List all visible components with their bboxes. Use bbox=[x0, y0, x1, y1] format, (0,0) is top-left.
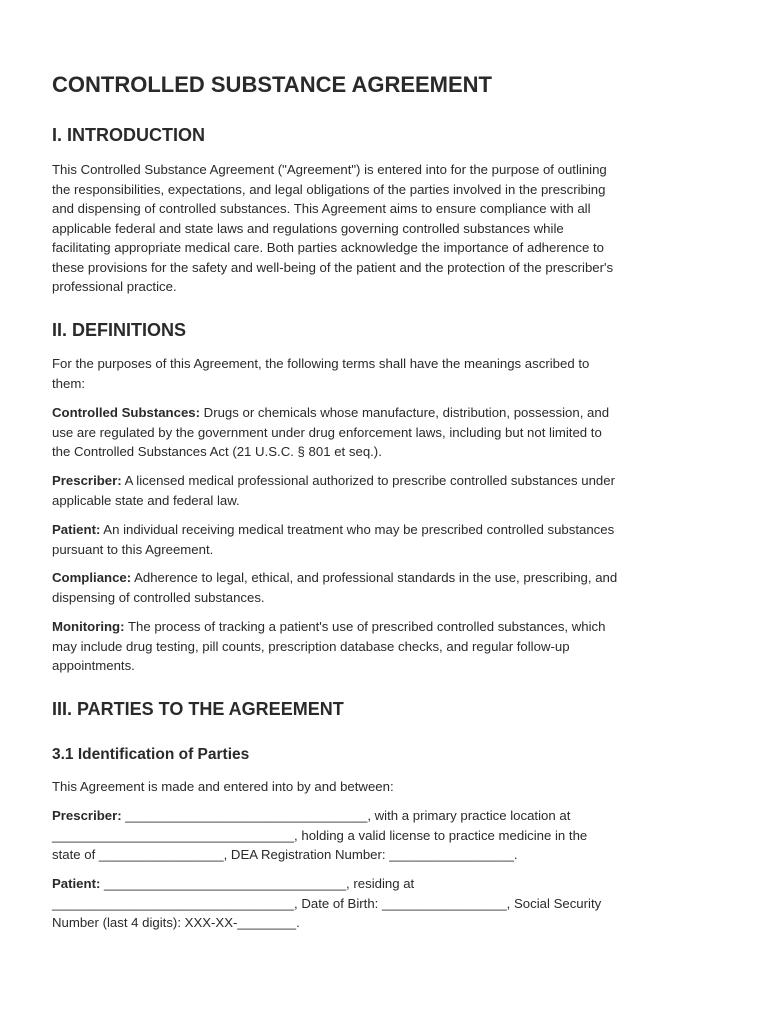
paragraph-line bbox=[52, 568, 722, 588]
definitions-intro-paragraph bbox=[52, 354, 722, 393]
definition-text: The process of tracking a patient's use of prescribed controlled substances, which bbox=[124, 619, 606, 634]
definition-term: Prescriber: bbox=[52, 473, 122, 488]
paragraph-line: _________________________________, holding a valid license to practice medicine in the bbox=[52, 827, 588, 843]
definition-compliance bbox=[52, 568, 722, 607]
paragraph-line: dispensing of controlled substances. bbox=[52, 589, 265, 605]
blank-fill-line: _________________________________, residing at bbox=[100, 876, 415, 891]
paragraph-line bbox=[52, 806, 722, 826]
definition-monitoring bbox=[52, 617, 722, 676]
definition-text: A licensed medical professional authorized to prescribe controlled substances under bbox=[121, 473, 615, 488]
definition-prescriber bbox=[52, 471, 722, 510]
definition-text: Drugs or chemicals whose manufacture, distribution, possession, and bbox=[200, 405, 610, 420]
paragraph-line: This Agreement is made and entered into by and between: bbox=[52, 779, 394, 794]
definition-term: Monitoring: bbox=[52, 619, 125, 634]
party-label: Patient: bbox=[52, 876, 101, 891]
paragraph-line: applicable federal and state laws and regulations governing controlled substances while bbox=[52, 220, 564, 236]
definition-patient bbox=[52, 520, 722, 559]
paragraph-line: may include drug testing, pill counts, prescription database checks, and regular follow-up bbox=[52, 638, 570, 654]
definition-controlled-substances bbox=[52, 403, 722, 462]
paragraph-line: _________________________________, Date of Birth: _________________, Social Security bbox=[52, 895, 602, 911]
definition-term: Compliance: bbox=[52, 570, 132, 585]
paragraph-line bbox=[52, 403, 722, 423]
paragraph-line: facilitating appropriate medical care. Both parties acknowledge the importance of adherence to bbox=[52, 240, 605, 255]
blank-fill-line: _________________________________, with a primary practice location at bbox=[121, 808, 571, 823]
section-heading-parties: III. PARTIES TO THE AGREEMENT bbox=[52, 699, 344, 719]
paragraph-line: This Controlled Substance Agreement ("Agreement") is entered into for the purpose of outlining bbox=[52, 162, 607, 177]
paragraph-line: pursuant to this Agreement. bbox=[52, 541, 214, 557]
paragraph-line: professional practice. bbox=[52, 279, 177, 294]
paragraph-line: use are regulated by the government under drug enforcement laws, including but not limited to bbox=[52, 424, 602, 440]
paragraph-line: appointments. bbox=[52, 658, 135, 673]
prescriber-identification bbox=[52, 806, 722, 865]
patient-identification bbox=[52, 874, 722, 933]
introduction-paragraph bbox=[52, 160, 722, 297]
document-title: CONTROLLED SUBSTANCE AGREEMENT bbox=[52, 72, 492, 97]
paragraph-line bbox=[52, 874, 722, 894]
paragraph-line: state of _________________, DEA Registration Number: _________________. bbox=[52, 847, 518, 862]
section-heading-introduction: I. INTRODUCTION bbox=[52, 125, 205, 145]
paragraph-line bbox=[52, 471, 722, 491]
paragraph-line: applicable state and federal law. bbox=[52, 492, 240, 508]
paragraph-line: and dispensing of controlled substances. This Agreement aims to ensure compliance with all bbox=[52, 201, 591, 216]
paragraph-line bbox=[52, 617, 722, 637]
paragraph-line: these provisions for the safety and well-being of the patient and the protection of the prescriber's bbox=[52, 259, 614, 275]
paragraph-line bbox=[52, 520, 722, 540]
definition-term: Patient: bbox=[52, 522, 101, 537]
paragraph-line: them: bbox=[52, 375, 85, 391]
party-label: Prescriber: bbox=[52, 808, 122, 823]
definition-term: Controlled Substances: bbox=[52, 405, 201, 420]
definition-text: An individual receiving medical treatment who may be prescribed controlled substances bbox=[100, 522, 615, 537]
parties-intro-paragraph bbox=[52, 777, 722, 797]
paragraph-line: Number (last 4 digits): XXX-XX-________. bbox=[52, 915, 300, 930]
section-heading-definitions: II. DEFINITIONS bbox=[52, 320, 187, 340]
paragraph-line: the responsibilities, expectations, and legal obligations of the parties involved in the prescribing bbox=[52, 181, 606, 197]
definition-text: Adherence to legal, ethical, and professional standards in the use, prescribing, and bbox=[131, 570, 618, 585]
subsection-heading-identification: 3.1 Identification of Parties bbox=[52, 746, 250, 763]
paragraph-line: the Controlled Substances Act (21 U.S.C. § 801 et seq.). bbox=[52, 444, 382, 459]
paragraph-line: For the purposes of this Agreement, the following terms shall have the meanings ascribed to bbox=[52, 356, 590, 371]
